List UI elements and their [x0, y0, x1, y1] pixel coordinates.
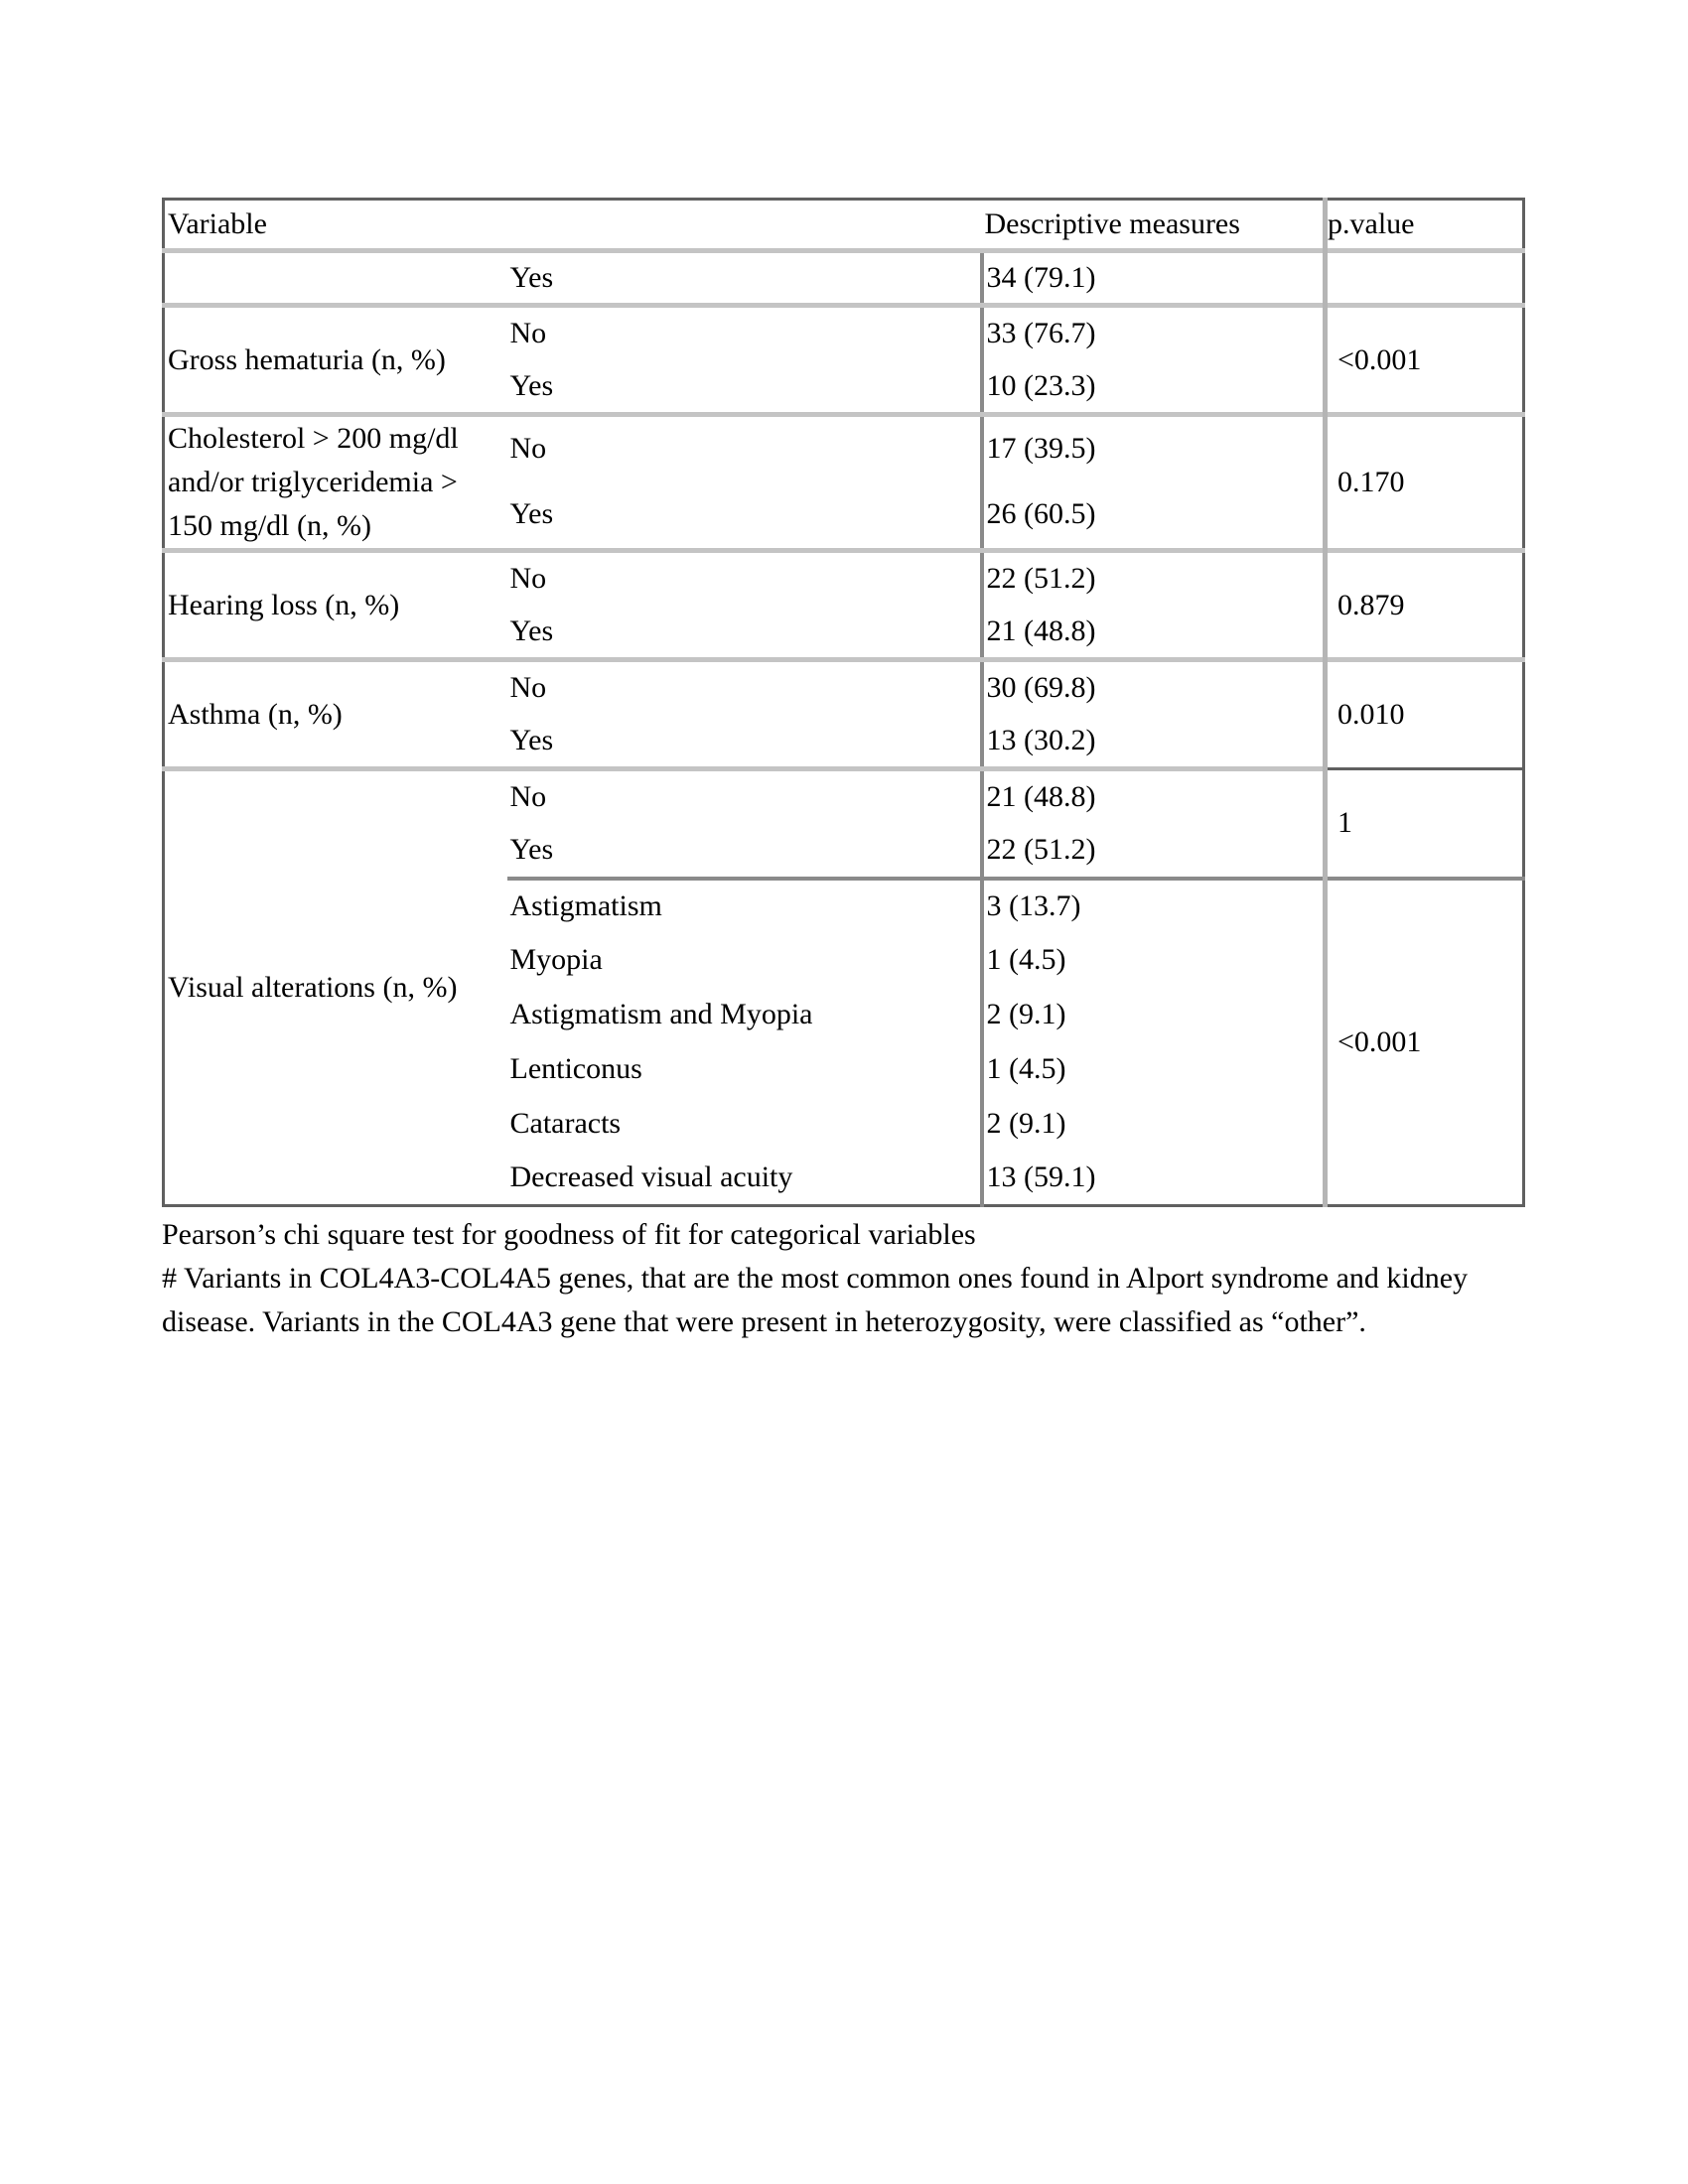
- category-cell: No: [507, 660, 982, 715]
- category-cell: Cataracts: [509, 1107, 622, 1140]
- value-cell: 34 (79.1): [982, 251, 1326, 306]
- p-value-cell: 0.010: [1326, 660, 1524, 769]
- value-cell: 1 (4.5): [982, 1042, 1326, 1097]
- value-cell: 3 (13.7): [982, 879, 1326, 933]
- row-label: [164, 251, 507, 306]
- table-row: [164, 769, 1524, 824]
- category-cell: No: [507, 415, 982, 480]
- header-variable: Variable: [164, 200, 982, 251]
- value-cell: 10 (23.3): [982, 360, 1326, 415]
- value-cell: 21 (48.8): [982, 606, 1326, 660]
- value-cell: 17 (39.5): [982, 415, 1326, 480]
- category-cell: Yes: [509, 368, 554, 402]
- p-value-cell: <0.001: [1326, 306, 1524, 415]
- header-p-value: p.value: [1326, 200, 1524, 251]
- footnote-test-note: Pearson’s chi square test for goodness of fit for categorical variables: [162, 1218, 976, 1251]
- value-cell: 26 (60.5): [982, 480, 1326, 551]
- value-cell: 30 (69.8): [982, 660, 1326, 715]
- table-header-row: [164, 200, 1524, 251]
- category-cell: Myopia: [509, 943, 603, 976]
- category-cell: No: [507, 769, 982, 824]
- category-cell: Astigmatism: [507, 879, 982, 933]
- p-value-cell: <0.001: [1326, 879, 1524, 1206]
- table-footnote: [162, 1213, 1532, 1344]
- category-cell: No: [507, 551, 982, 606]
- value-cell: 22 (51.2): [982, 551, 1326, 606]
- row-label-asthma: Asthma (n, %): [164, 660, 507, 769]
- category-cell: Yes: [509, 614, 554, 647]
- value-cell: 13 (30.2): [982, 715, 1326, 769]
- table-row: [164, 415, 1524, 480]
- category-cell: Yes: [509, 496, 554, 530]
- category-cell: Lenticonus: [509, 1052, 642, 1085]
- row-label-visual-alterations: Visual alterations (n, %): [164, 769, 507, 1206]
- p-value-cell: 0.879: [1326, 551, 1524, 660]
- value-cell: 2 (9.1): [982, 988, 1326, 1042]
- category-cell: Yes: [509, 723, 554, 756]
- p-value-cell: [1326, 251, 1524, 306]
- header-descriptive-measures: Descriptive measures: [982, 200, 1326, 251]
- value-cell: 1 (4.5): [982, 933, 1326, 988]
- value-cell: 33 (76.7): [982, 306, 1326, 360]
- category-cell: Decreased visual acuity: [507, 1152, 982, 1206]
- p-value-cell: 0.170: [1326, 415, 1524, 551]
- category-cell: Yes: [507, 251, 982, 306]
- results-table: [162, 198, 1525, 1207]
- footnote-variants-note: # Variants in COL4A3-COL4A5 genes, that are the most common ones found in Alport syndrome and kidney disease. Variants in the COL4A3 gene that were present in heterozygosity, were classified as “other”.: [162, 1262, 1469, 1338]
- table-row: [164, 251, 1524, 306]
- table-row: [164, 551, 1524, 606]
- row-label-hearing-loss: Hearing loss (n, %): [164, 551, 507, 660]
- value-cell: 22 (51.2): [982, 824, 1326, 879]
- row-label-cholesterol: Cholesterol > 200 mg/dl and/or triglyceridemia > 150 mg/dl (n, %): [164, 415, 507, 551]
- value-cell: 2 (9.1): [982, 1097, 1326, 1152]
- value-cell: 21 (48.8): [982, 769, 1326, 824]
- row-label-gross-hematuria: Gross hematuria (n, %): [164, 306, 507, 415]
- p-value-cell: 1: [1326, 769, 1524, 879]
- category-cell: Astigmatism and Myopia: [509, 998, 813, 1030]
- table-row: [164, 660, 1524, 715]
- category-cell: Yes: [509, 833, 554, 866]
- table-row: [164, 306, 1524, 360]
- category-cell: No: [507, 306, 982, 360]
- value-cell: 13 (59.1): [982, 1152, 1326, 1206]
